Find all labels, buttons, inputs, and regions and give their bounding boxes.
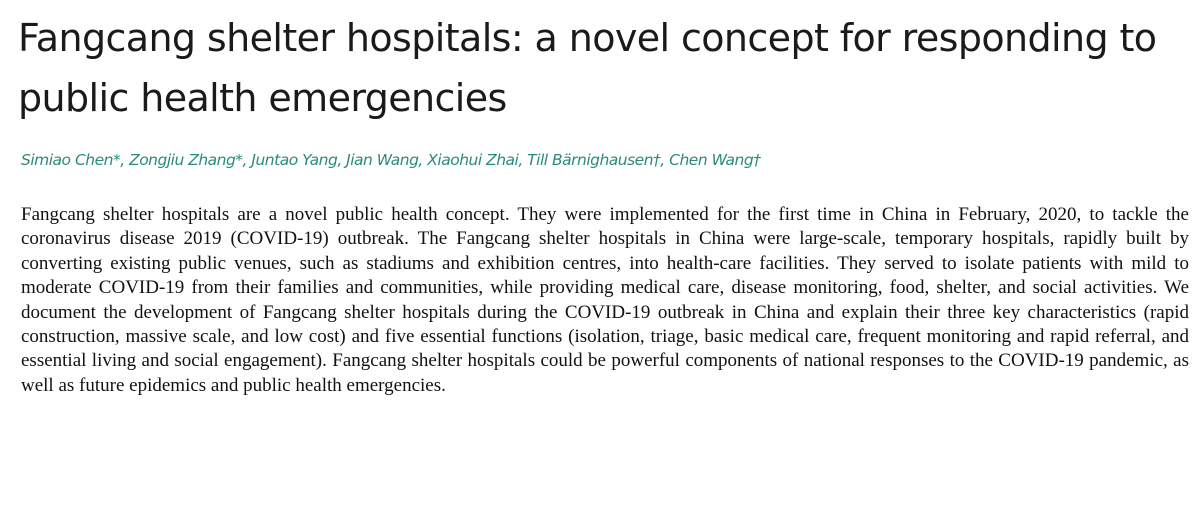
author-list: Simiao Chen*, Zongjiu Zhang*, Juntao Yang, Jian Wang, Xiaohui Zhai, Till Bärnighausen†, Chen Wang† (21, 151, 761, 169)
paper-title: Fangcang shelter hospitals: a novel concept for responding to public health emergencies (18, 16, 1157, 120)
abstract-text: Fangcang shelter hospitals are a novel public health concept. They were implemented for the first time in China in February, 2020, to tackle the coronavirus disease 2019 (COVID-19) outbreak. The Fangcang shelter hospitals in China were large-scale, temporary hospitals, rapidly built by converting existing public venues, such as stadiums and exhibition centres, into health-care facilities. They served to isolate patients with mild to moderate COVID-19 from their families and communities, while providing medical care, disease monitoring, food, shelter, and social activities. We document the development of Fangcang shelter hospitals during the COVID-19 outbreak in China and explain their three key characteristics (rapid construction, massive scale, and low cost) and five essential functions (isolation, triage, basic medical care, frequent monitoring and rapid referral, and essential living and social engagement). Fangcang shelter hospitals could be powerful components of national responses to the COVID-19 pandemic, as well as future epidemics and public health emergencies. (21, 204, 1189, 396)
